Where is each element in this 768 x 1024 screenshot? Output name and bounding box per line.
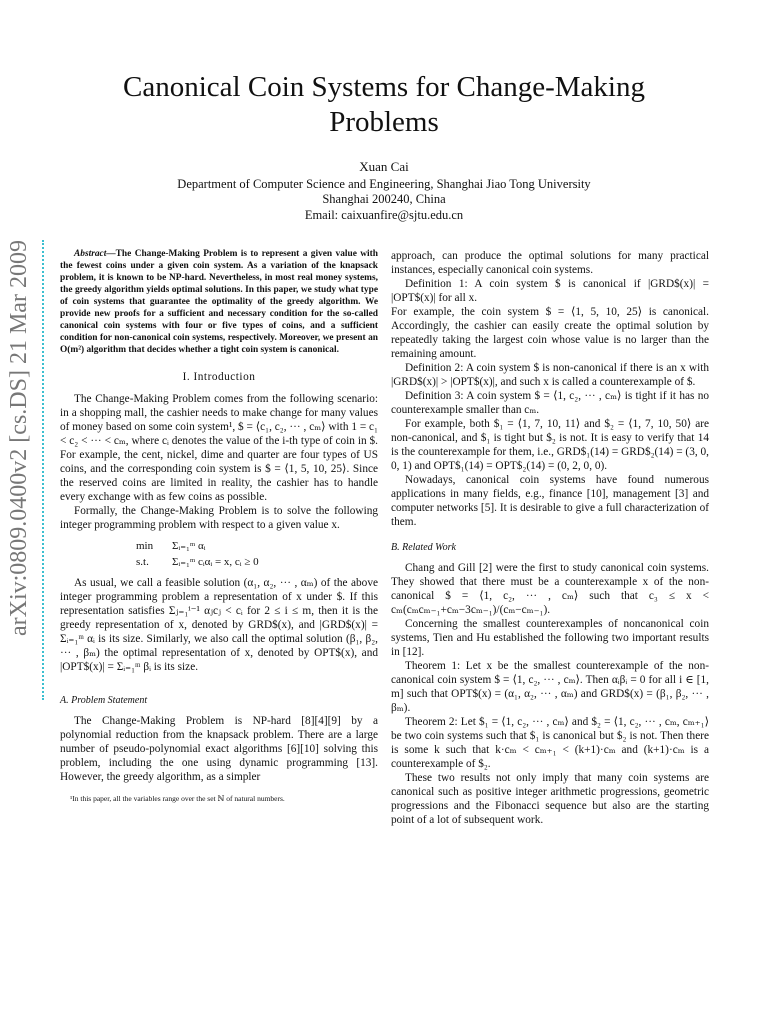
right-paragraph-1: approach, can produce the optimal solutions for many practical instances, especially canonical coin systems. bbox=[391, 250, 709, 276]
title-line-2: Problems bbox=[329, 106, 439, 138]
section-heading-introduction: I. Introduction bbox=[182, 371, 256, 383]
footnote: ¹In this paper, all the variables range over the set ℕ of natural numbers. bbox=[70, 794, 285, 803]
title-line-1: Canonical Coin Systems for Change-Making bbox=[123, 71, 645, 103]
definition-2: Definition 2: A coin system $ is non-canonical if there is an x with |GRD$(x)| > |OPT$(x)|, and such x is called a counterexample of $. bbox=[391, 362, 709, 388]
right-paragraph-5: Chang and Gill [2] were the first to study canonical coin systems. They showed that there must be a counterexample x of the non-canonical $ = ⟨1, c₂, ··· , cₘ⟩ such that c₃ ≤ x < cₘ(cₘcₘ₋₁+cₘ−3cₘ₋₁)/(cₘ−cₘ₋₁). bbox=[391, 562, 709, 616]
left-column bbox=[60, 248, 378, 804]
author-name: Xuan Cai bbox=[359, 159, 409, 174]
intro-paragraph-3: As usual, we call a feasible solution (α₁, α₂, ··· , αₘ) of the above integer programming problem a representation of x under $. If this representation satisfies Σⱼ₌₁ⁱ⁻¹ αⱼcⱼ < cᵢ for 2 ≤ i ≤ m, then it is the greedy representation of x, denoted by GRD$(x), and |GRD$(x)| = Σᵢ₌₁ᵐ αᵢ is its size. Similarly, we also call the optimal solution (β₁, β₂, ··· , βₘ) the optimal representation of x, denoted by OPT$(x), and |OPT$(x)| = Σᵢ₌₁ᵐ βᵢ is its size. bbox=[60, 577, 378, 673]
arxiv-stamp-text: arXiv:0809.0400v2 [cs.DS] 21 Mar 2009 bbox=[6, 240, 32, 636]
math-min-expr: Σᵢ₌₁ᵐ αᵢ bbox=[172, 540, 206, 552]
intro-paragraph-1: The Change-Making Problem comes from the following scenario: in a shopping mall, the cashier needs to make change for many values of money based on some coin system¹, $ = ⟨c₁, c₂, ··· , cₘ⟩ with 1 = c₁ < c₂ < ··· < cₘ, where cᵢ denotes the value of the i-th type of coin in $. For example, the cent, nickel, dime and quarter are four types of US coins, and the corresponding coin system is $ = ⟨1, 5, 10, 25⟩. Since the reserved coins are limited in reality, the cashier has to handle every exchange with as few coins as possible. bbox=[60, 393, 378, 503]
problem-statement-paragraph: The Change-Making Problem is NP-hard [8][4][9] by a polynomial reduction from the knapsack problem. There are a large number of pseudo-polynomial exact algorithms [6][10] solving this problem, including the one using dynamic programming [13]. However, the greedy algorithm, as a simpler bbox=[60, 715, 378, 783]
arxiv-stamp bbox=[4, 240, 44, 700]
subsection-heading-related-work: B. Related Work bbox=[391, 542, 456, 553]
right-paragraph-4: Nowadays, canonical coin systems have found numerous applications in many fields, e.g., finance [10], management [3] and computer networks [5]. It is desirable to give a full characterization of them. bbox=[391, 474, 709, 528]
definition-1: Definition 1: A coin system $ is canonical if |GRD$(x)| = |OPT$(x)| for all x. bbox=[391, 278, 709, 304]
right-paragraph-6: Concerning the smallest counterexamples of noncanonical coin systems, Tien and Hu established the following two important results in [12]. bbox=[391, 618, 709, 658]
math-min-label: min bbox=[136, 540, 154, 552]
right-paragraph-3: For example, both $₁ = ⟨1, 7, 10, 11⟩ and $₂ = ⟨1, 7, 10, 50⟩ are non-canonical, and $₁ is tight but $₂ is not. It is easy to verify that 14 is the counterexample for them, i.e., GRD$₁(14) = GRD$₂(14) = (3, 0, 0, 1) and OPT$₁(14) = OPT$₂(14) = (0, 2, 0, 0). bbox=[391, 418, 709, 472]
right-paragraph-2: For example, the coin system $ = ⟨1, 5, 10, 25⟩ is canonical. Accordingly, the cashier can easily create the optimal solution by repeatedly taking the largest coin whose value is no larger than the remaining amount. bbox=[391, 306, 709, 360]
abstract-text: —The Change-Making Problem is to represent a given value with the fewest coins under a given coin system. As a variation of the knapsack problem, it is known to be NP-hard. Nevertheless, in most real money systems, the greedy algorithm yields optimal solutions. In this paper, we study what type of coin systems that guarantee the optimality of the greedy algorithm. We provide new proofs for a sufficient and necessary condition for the so-called canonical coin systems with four or five types of coins, and a sufficient condition for non-canonical coin systems, respectively. Moreover, we present an O(m²) algorithm that decides whether a tight coin system is canonical. bbox=[60, 249, 378, 355]
math-st-expr: Σᵢ₌₁ᵐ cᵢαᵢ = x, cᵢ ≥ 0 bbox=[172, 556, 259, 568]
right-paragraph-7: These two results not only imply that many coin systems are canonical such as positive integer arithmetic progressions, geometric progressions and the Fibonacci sequence but also are the starting point of a lot of subsequent work. bbox=[391, 772, 709, 826]
subsection-heading-problem-statement: A. Problem Statement bbox=[60, 695, 148, 706]
intro-paragraph-2: Formally, the Change-Making Problem is to solve the following integer programming problem with respect to a given value x. bbox=[60, 505, 378, 531]
right-column bbox=[391, 249, 709, 827]
math-st-label: s.t. bbox=[136, 556, 149, 568]
abstract bbox=[60, 248, 378, 356]
affiliation: Department of Computer Science and Engineering, Shanghai Jiao Tong University bbox=[177, 176, 591, 191]
paper-title bbox=[0, 70, 768, 140]
theorem-1: Theorem 1: Let x be the smallest counterexample of the non-canonical coin system $ = ⟨1, c₂, ··· , cₘ⟩. Then αᵢβᵢ = 0 for all i ∈ [1, m] such that OPT$(x) = (α₁, α₂, ··· , αₘ) and GRD$(x) = (β₁, β₂, ··· , βₘ). bbox=[391, 660, 709, 714]
definition-3: Definition 3: A coin system $ = ⟨1, c₂, ··· , cₘ⟩ is tight if it has no counterexample smaller than cₘ. bbox=[391, 390, 709, 416]
abstract-label: Abstract bbox=[74, 249, 107, 259]
address: Shanghai 200240, China bbox=[322, 192, 446, 206]
theorem-2: Theorem 2: Let $₁ = ⟨1, c₂, ··· , cₘ⟩ and $₂ = ⟨1, c₂, ··· , cₘ, cₘ₊₁⟩ be two coin systems such that $₁ is canonical but $₂ is not. Then there is some k such that k·cₘ < cₘ₊₁ < (k+1)·cₘ and (k+1)·cₘ is a counterexample of $₂. bbox=[391, 716, 709, 770]
integer-program bbox=[136, 538, 378, 570]
email: Email: caixuanfire@sjtu.edu.cn bbox=[304, 207, 464, 222]
author-block bbox=[0, 159, 768, 223]
